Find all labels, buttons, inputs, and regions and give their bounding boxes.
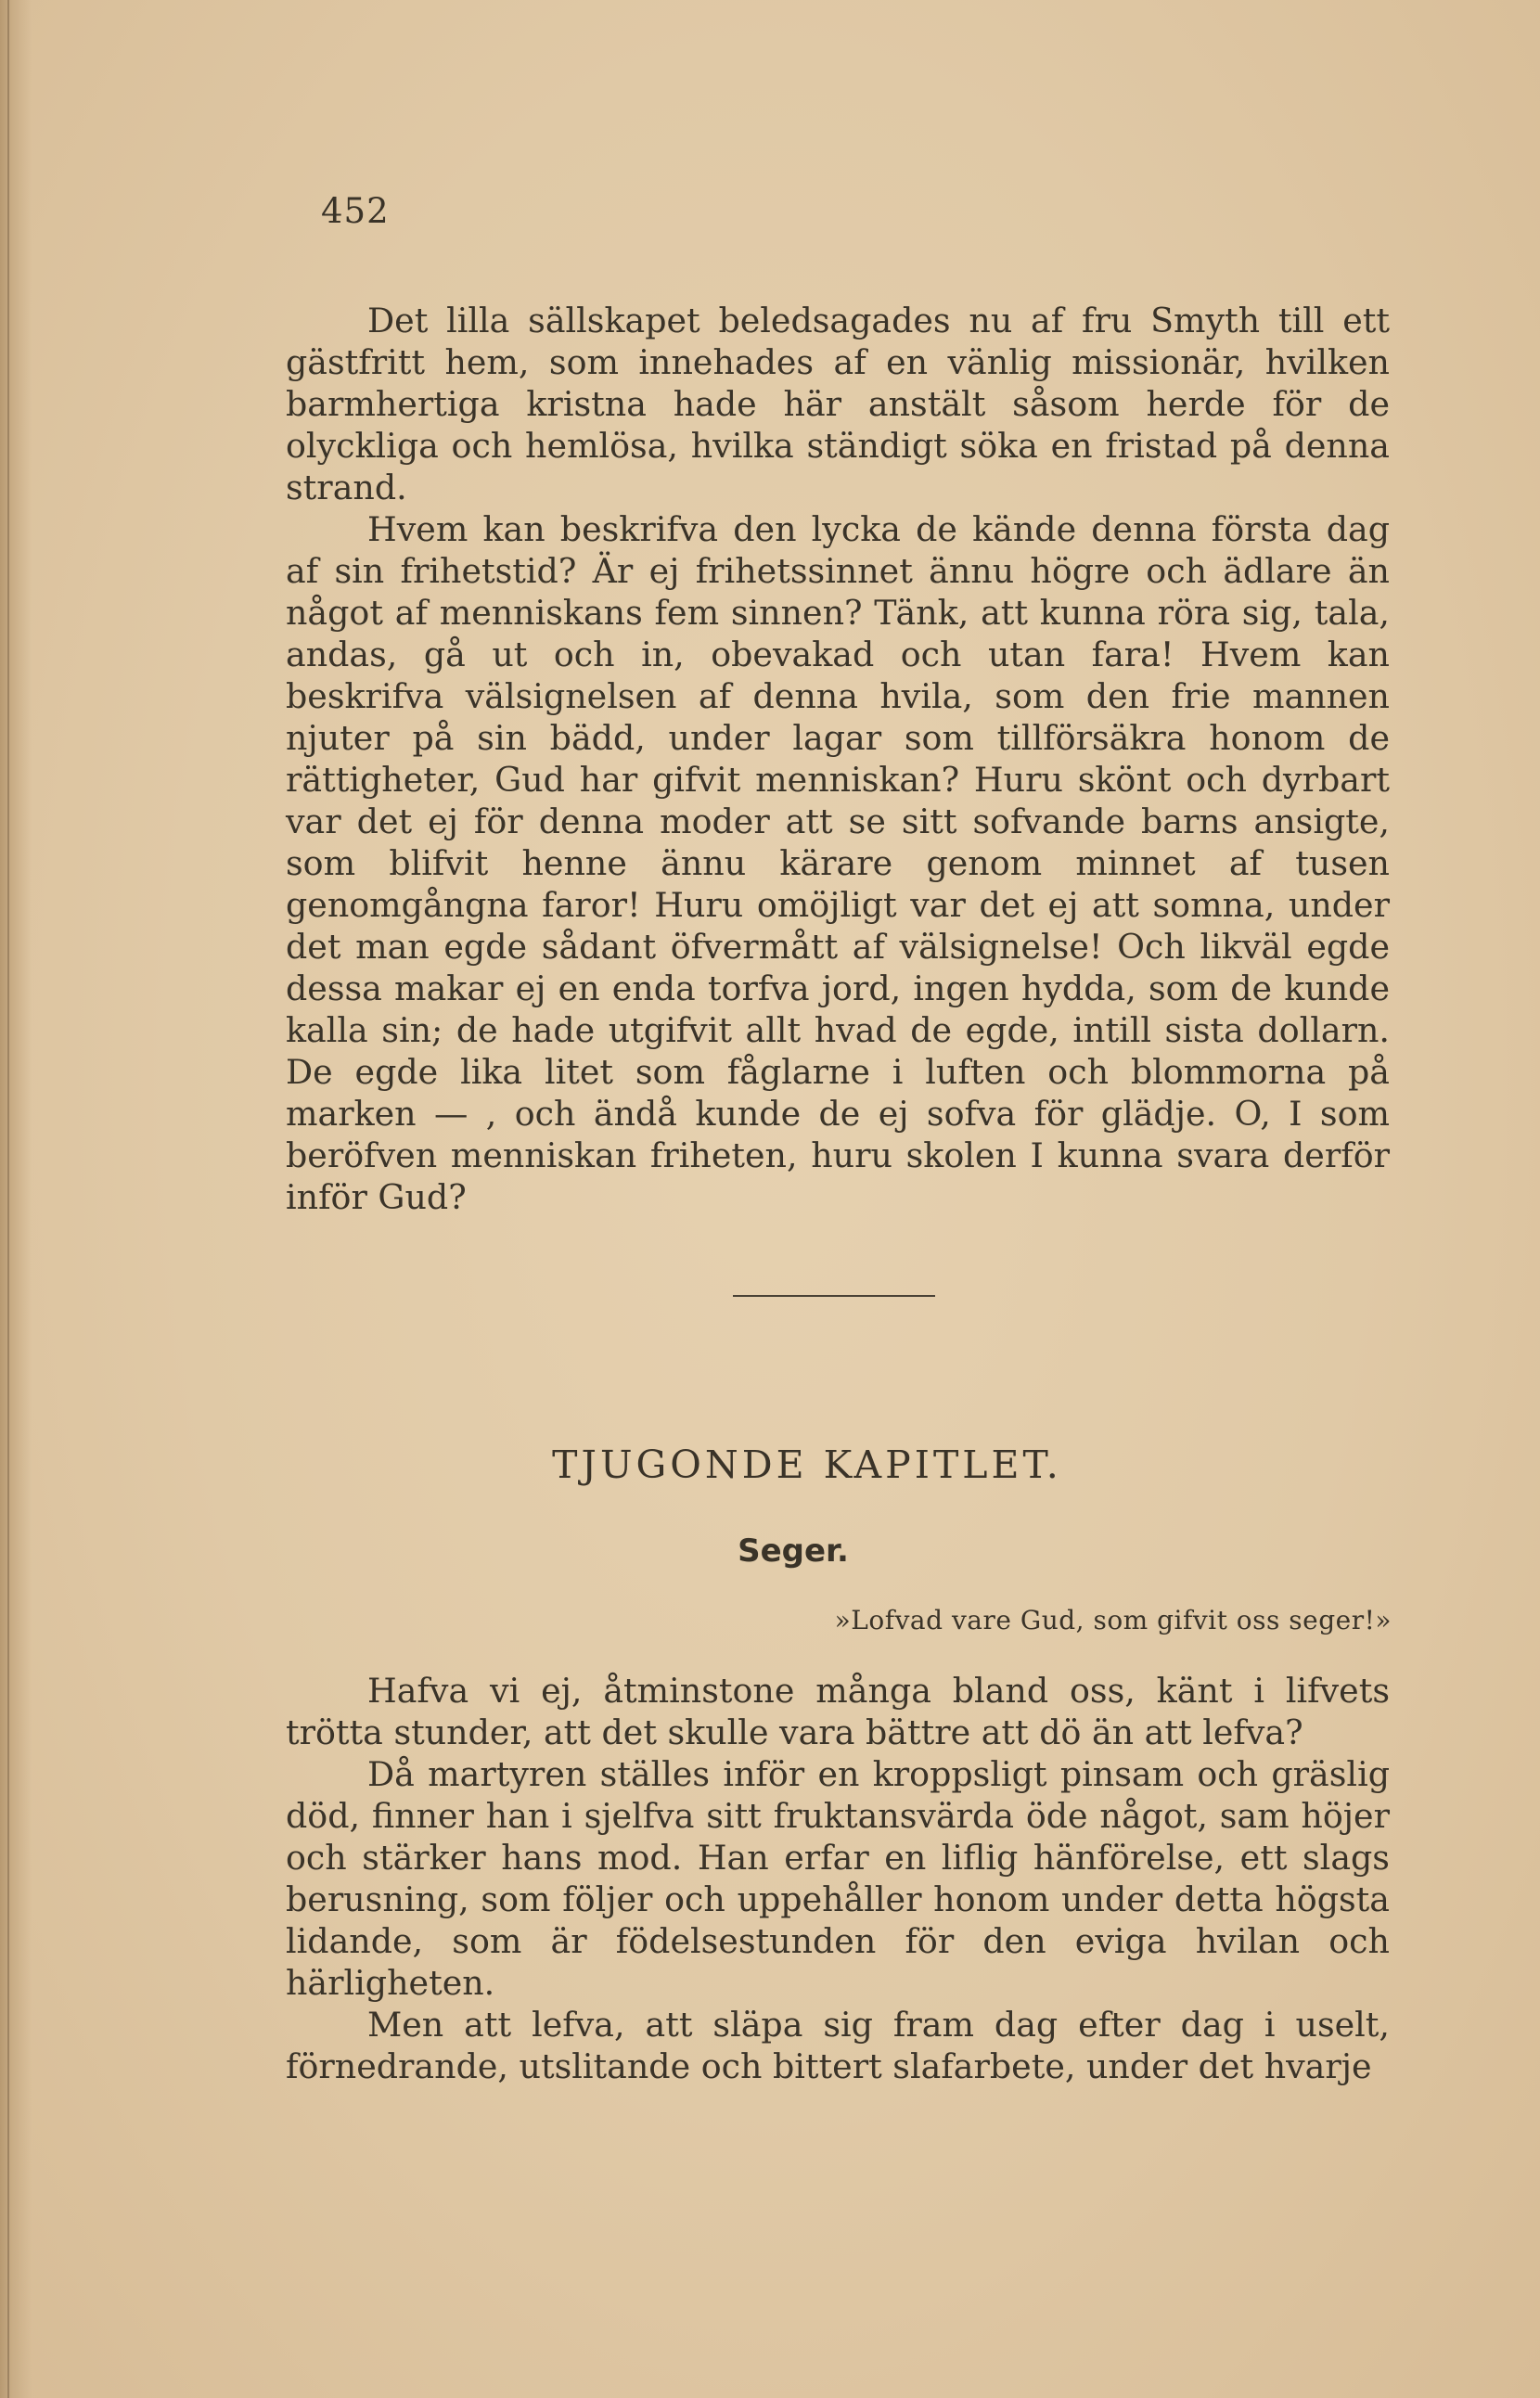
text-block-top (286, 300, 1390, 1218)
section-separator (733, 1295, 935, 1297)
paragraph: Men att lefva, att släpa sig fram dag efter dag i uselt, förnedrande, utslitande och bittert slafarbete, under det hvarje (286, 2005, 1390, 2086)
text-block-bottom (286, 1670, 1390, 2087)
epigraph: »Lofvad vare Gud, som gifvit oss seger!» (834, 1605, 1392, 1635)
paragraph: Hafva vi ej, åtminstone många bland oss, känt i lifvets trötta stunder, att det skulle vara bättre att dö än att lefva? (286, 1671, 1390, 1752)
page-number: 452 (321, 191, 390, 231)
paragraph: Då martyren ställes inför en kroppsligt pinsam och gräslig död, finner han i sjelfva sitt fruktansvärda öde något, sam höjer och stärker hans mod. Han erfar en liflig hänförelse, ett slags berusning, som följer och uppehåller honom under detta högsta lidande, som är födelsestunden för den eviga hvilan och härligheten. (286, 1754, 1390, 2003)
paragraph: Det lilla sällskapet beledsagades nu af fru Smyth till ett gästfritt hem, som innehades af en vänlig missionär, hvilken barmhertiga kristna hade här anstält såsom herde för de olyckliga och hemlösa, hvilka ständigt söka en fristad på denna strand. (286, 301, 1390, 507)
chapter-title: TJUGONDE KAPITLET. (552, 1443, 1062, 1487)
paragraph: Hvem kan beskrifva den lycka de kände denna första dag af sin frihetstid? Är ej frihetssinnet ännu högre och ädlare än något af menniskans fem sinnen? Tänk, att kunna röra sig, tala, andas, gå ut och in, obevakad och utan fara! Hvem kan beskrifva välsignelsen af denna hvila, som den frie mannen njuter på sin bädd, under lagar som tillförsäkra honom de rättigheter, Gud har gifvit menniskan? Huru skönt och dyrbart var det ej för denna moder att se sitt sofvande barns ansigte, som blifvit henne ännu kärare genom minnet af tusen genomgångna faror! Huru omöjligt var det ej att somna, under det man egde sådant öfvermått af välsignelse! Och likväl egde dessa makar ej en enda torfva jord, ingen hydda, som de kunde kalla sin; de hade utgifvit allt hvad de egde, intill sista dollarn. De egde lika litet som fåglarne i luften och blommorna på marken — , och ändå kunde de ej sofva för glädje. O, I som beröfven menniskan friheten, huru skolen I kunna svara derför inför Gud? (286, 509, 1390, 1217)
chapter-subtitle: Seger. (738, 1532, 849, 1570)
